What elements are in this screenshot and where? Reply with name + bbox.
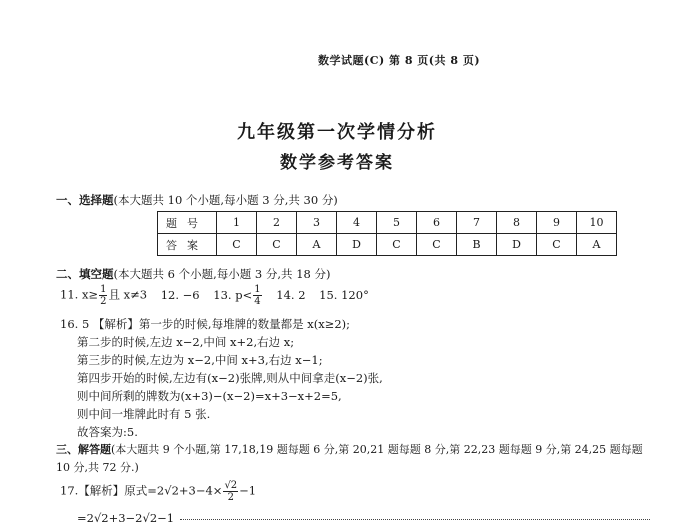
answer-table-number: 9	[537, 212, 577, 234]
q17-prefix: 17.【解析】原式=2√2+3−4×	[60, 483, 223, 498]
answer-table-number: 5	[377, 212, 417, 234]
section3-note-continued: 10 分,共 72 分.)	[56, 461, 139, 474]
q13-fraction: $\frac{1}{4}$	[254, 284, 261, 307]
answer-table-row1-label: 题号	[158, 212, 217, 234]
answer-table-number: 6	[417, 212, 457, 234]
document-subtitle: 数学参考答案	[280, 153, 394, 173]
section1-heading-line	[56, 192, 338, 208]
section2-heading-line	[56, 266, 330, 282]
answer-table-answer: C	[537, 234, 577, 256]
answer-table-number: 8	[497, 212, 537, 234]
section3-note: (本大题共 9 个小题,第 17,18,19 题每题 6 分,第 20,21 题每题 8 分,第 22,23 题每题 9 分,第 24,25 题每题	[111, 443, 643, 456]
answer-table-row2-label: 答案	[158, 234, 217, 256]
document-title: 九年级第一次学情分析	[237, 122, 437, 143]
answer-table-number: 1	[217, 212, 257, 234]
answer-table-answer: D	[497, 234, 537, 256]
q14-answer: 14. 2	[276, 287, 306, 302]
q11-fraction: $\frac{1}{2}$	[100, 284, 107, 307]
q15-answer: 15. 120°	[319, 287, 369, 302]
q17-fraction: $\frac{√2}{2}$	[224, 480, 238, 503]
answer-table-answer: C	[417, 234, 457, 256]
answer-table-answer: C	[377, 234, 417, 256]
q17-line2	[77, 511, 650, 525]
section3-heading-line	[56, 441, 643, 457]
page-header: 数学试题(C) 第 8 页(共 8 页)	[318, 54, 481, 67]
section3-heading: 三、解答题	[56, 443, 111, 456]
q17-line2-text: =2√2+3−2√2−1	[77, 511, 175, 525]
q11-prefix: 11. x≥	[60, 287, 99, 302]
answer-table-number: 10	[577, 212, 617, 234]
q16-line: 第三步的时候,左边为 x−2,中间 x+3,右边 x−1;	[77, 353, 323, 367]
q17-suffix: −1	[239, 483, 257, 498]
answer-table-answer: A	[297, 234, 337, 256]
answer-table-answer: C	[257, 234, 297, 256]
q16-line: 故答案为:5.	[77, 425, 138, 439]
q16-line: 则中间一堆牌此时有 5 张.	[77, 407, 211, 421]
section2-note: (本大题共 6 个小题,每小题 3 分,共 18 分)	[113, 267, 331, 281]
answer-table-answer-row	[158, 234, 617, 256]
section2-heading: 二、填空题	[56, 267, 114, 281]
answer-table-answer: B	[457, 234, 497, 256]
section1-note: (本大题共 10 个小题,每小题 3 分,共 30 分)	[113, 193, 338, 207]
answer-table-answer: D	[337, 234, 377, 256]
answer-table-number: 2	[257, 212, 297, 234]
answer-table-answer: A	[577, 234, 617, 256]
q17-line1	[60, 480, 256, 503]
q11-suffix: 且 x≠3	[108, 287, 148, 302]
answer-table-number: 4	[337, 212, 377, 234]
answer-table-answer: C	[217, 234, 257, 256]
q12-answer: 12. −6	[160, 287, 200, 302]
fill-answers-line	[60, 284, 369, 307]
q13-prefix: 13. p<	[213, 287, 253, 302]
q16-line: 16. 5 【解析】第一步的时候,每堆牌的数量都是 x(x≥2);	[60, 317, 350, 331]
dotted-leader	[180, 518, 650, 520]
answer-table	[157, 211, 617, 256]
q16-line: 则中间所剩的牌数为(x+3)−(x−2)=x+3−x+2=5,	[77, 389, 342, 403]
q16-line: 第二步的时候,左边 x−2,中间 x+2,右边 x;	[77, 335, 295, 349]
section1-heading: 一、选择题	[56, 193, 114, 207]
answer-table-number: 3	[297, 212, 337, 234]
answer-table-number: 7	[457, 212, 497, 234]
answer-table-number-row	[158, 212, 617, 234]
q16-line: 第四步开始的时候,左边有(x−2)张牌,则从中间拿走(x−2)张,	[77, 371, 383, 385]
